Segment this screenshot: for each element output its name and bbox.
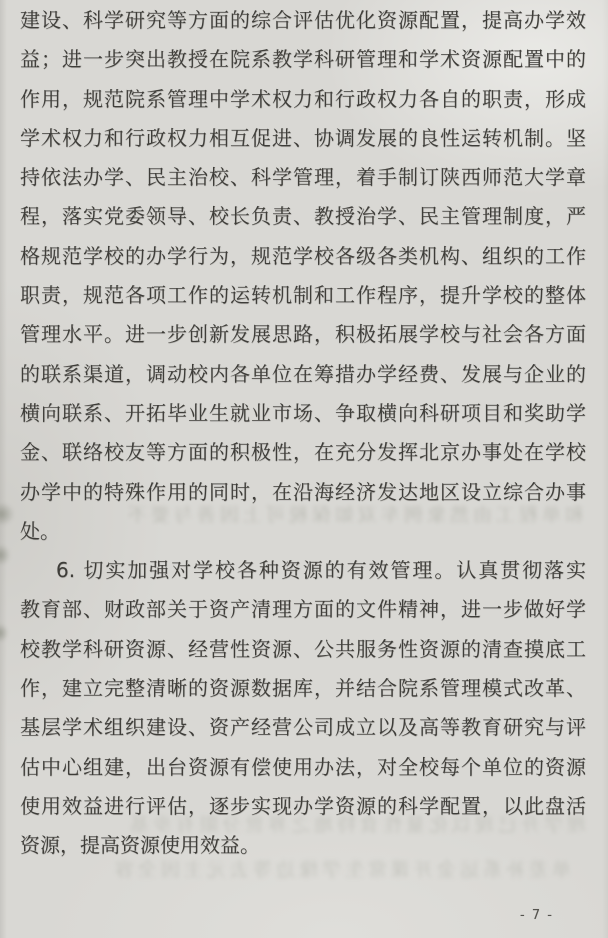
- text-line-6: 程，落实党委领导、校长负责、教授治学、民主管理制度，严: [20, 204, 586, 229]
- text-line-21: 使用效益进行评估，逐步实现办学资源的科学配置，以此盘活: [20, 793, 586, 818]
- text-line-14: 处。: [20, 518, 60, 543]
- text-line-8: 职责，规范各项工作的运转机制和工作程序，提升学校的整体: [20, 283, 586, 308]
- text-line-2: 益；进一步突出教授在院系教学科研管理和学术资源配置中的: [20, 47, 586, 72]
- text-line-17: 校教学科研资源、经营性资源、公共服务性资源的清查摸底工: [20, 636, 586, 661]
- edge-smudge: [0, 545, 10, 565]
- bleedthrough-text: 理学升已现以化量性食特地之界世分限有步基: [125, 814, 586, 836]
- text-line-22: 资源，提高资源使用效益。: [20, 833, 260, 858]
- text-line-4: 学术权力和行政权力相互促进、协调发展的良性运转机制。坚: [20, 125, 586, 150]
- text-line-5: 持依法办学、民主治校、科学管理，着手制订陕西师范大学章: [20, 165, 586, 190]
- text-line-15: 6. 切实加强对学校各种资源的有效管理。认真贯彻落实: [56, 558, 586, 583]
- text-line-13: 办学中的特殊作用的同时，在沿海经济发达地区设立综合办事: [20, 479, 586, 504]
- text-line-1: 建设、科学研究等方面的综合评估优化资源配置，提高办学效: [20, 8, 586, 32]
- text-line-20: 估中心组建，出台资源有偿使用办法，对全校每个单位的资源: [20, 754, 586, 779]
- text-line-7: 格规范学校的办学行为，规范学校各级各类机构、组织的工作: [20, 243, 586, 268]
- text-line-12: 金、联络校友等方面的积极性，在充分发挥北京办事处在学校: [20, 440, 586, 465]
- bleedthrough-text: 和单程工由然象例车双如保税可上因善与要不: [123, 504, 584, 526]
- document-body: [20, 1, 586, 866]
- bleedthrough-text: 单差补系运金开课常生学缘边等去元主因全容: [110, 859, 571, 881]
- text-line-9: 管理水平。进一步创新发展思路，积极拓展学校与社会各方面: [20, 322, 586, 347]
- text-line-10: 的联系渠道，调动校内各单位在筹措办学经费、发展与企业的: [20, 361, 586, 386]
- text-line-19: 基层学术组织建设、资产经营公司成立以及高等教育研究与评: [20, 715, 586, 740]
- text-line-3: 作用，规范院系管理中学术权力和行政权力各自的职责，形成: [20, 86, 586, 111]
- text-line-11: 横向联系、开拓毕业生就业市场、争取横向科研项目和奖助学: [20, 400, 586, 425]
- page-number: - 7 -: [520, 908, 554, 923]
- text-line-18: 作，建立完整清晰的资源数据库，并结合院系管理模式改革、: [20, 676, 586, 701]
- edge-smudge: [0, 503, 14, 525]
- text-line-16: 教育部、财政部关于资产清理方面的文件精神，进一步做好学: [20, 597, 586, 622]
- edge-smudge: [0, 624, 8, 642]
